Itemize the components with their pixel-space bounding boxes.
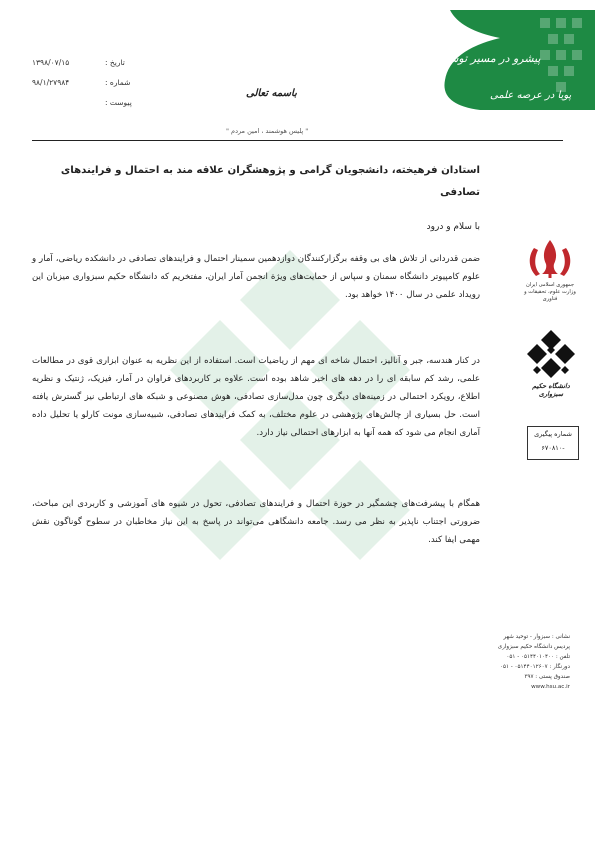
ministry-line-1: جمهوری اسلامی ایران	[525, 282, 575, 288]
banner-slogan-2: پویا در عرصه علمی	[490, 90, 572, 101]
number-value: ۹۸/۱/۲۷۹۸۴	[32, 78, 70, 87]
fax-line: دورنگار : ۰۵۱۴۴۰۱۲۶۰۷ - ۰۵۱	[499, 664, 570, 670]
address-line: نشانی : سبزوار - توحید شهر	[503, 634, 570, 640]
header-divider	[32, 140, 563, 141]
attachment-label: پیوست :	[105, 98, 132, 107]
paragraph-3: همگام با پیشرفت‌های چشمگیر در حوزة احتمال و فرایندهای تصادفی، تحول در شیوه های آموزشی و کاربردی این مباحث، ضرورتی اجتناب ناپذیر به نظر می رسد. جامعه دانشگاهی می‌تواند در پاسخ به این نیاز مخاطبان در سطوح گوناگون نقش مهمی ایفا کند.	[32, 499, 480, 545]
basmala: باسمه تعالی	[246, 88, 297, 99]
police-slogan: " پلیس هوشمند ، امین مردم "	[226, 127, 309, 135]
paragraph-2: در کنار هندسه، جبر و آنالیز، احتمال شاخه ای مهم از ریاضیات است. استفاده از این نظریه به عنوان ابزاری قوی در مطالعات علمی، رشد کم سابقه ای را در دهه های اخیر شاهد بوده است. علاوه بر کاربردهای فراوان در آمار، فیزیک، ژنتیک و نظریه اطلاع، رویکرد احتمالی در زمینه‌های دیگری چون مدل‌سازی تصادفی، هوش مصنوعی و شبکه های ارتباطی نیز گسترش یافته است. حل بسیاری از چالش‌های پژوهشی در علوم مختلف، به کمک فرایندهای تصادفی، شبیه‌سازی مونت کارلو یا تحلیل داده آماری انجام می شود که همه آنها به ابزارهای احتمالی نیاز دارد.	[32, 356, 480, 438]
website-line: www.hsu.ac.ir	[531, 684, 570, 690]
ministry-line-2: وزارت علوم، تحقیقات و فناوری	[524, 289, 576, 302]
po-box-line: صندوق پستی : ۳۹۷	[524, 674, 570, 680]
university-name: دانشگاه حکیم سبزواری	[532, 382, 570, 398]
date-label: تاریخ :	[105, 58, 125, 67]
tracking-number-box	[527, 426, 579, 460]
paragraph-1: ضمن قدردانی از تلاش های بی وقفه برگزارکنندگان دوازدهمین سمینار احتمال و فرایندهای تصادفی در دانشکده ریاضی، آمار و علوم کامپیوتر دانشگاه سمنان و سپاس از حمایت‌های ویژة انجمن آمار ایران، مفتخریم که دانشگاه حکیم سبزواری میزبان این رویداد علمی در سال ۱۴۰۰ خواهد بود.	[32, 254, 480, 300]
number-label: شماره :	[105, 78, 131, 87]
university-logo-icon	[525, 330, 577, 382]
tracking-label: شماره پیگیری	[534, 430, 572, 438]
banner-slogan-1: پیشرو در مسیر توسعه	[438, 52, 541, 65]
header-banner	[420, 10, 595, 110]
greeting: با سلام و درود	[426, 222, 480, 232]
address-line: پردیس دانشگاه حکیم سبزواری	[497, 644, 570, 650]
date-value: ۱۳۹۸/۰۷/۱۵	[32, 58, 70, 67]
university-address	[490, 632, 570, 692]
tracking-value: ۶۷۰۸۱۰-	[541, 444, 565, 452]
letter-title: استادان فرهیخته، دانشجویان گرامی و پژوهشگران علاقه مند به احتمال و فرایندهای تصادفی	[60, 165, 480, 198]
phone-line: تلفن : ۰۵۱۴۴۰۱۰۴۰۰ - ۰۵۱	[506, 654, 570, 660]
ministry-label	[516, 282, 584, 303]
